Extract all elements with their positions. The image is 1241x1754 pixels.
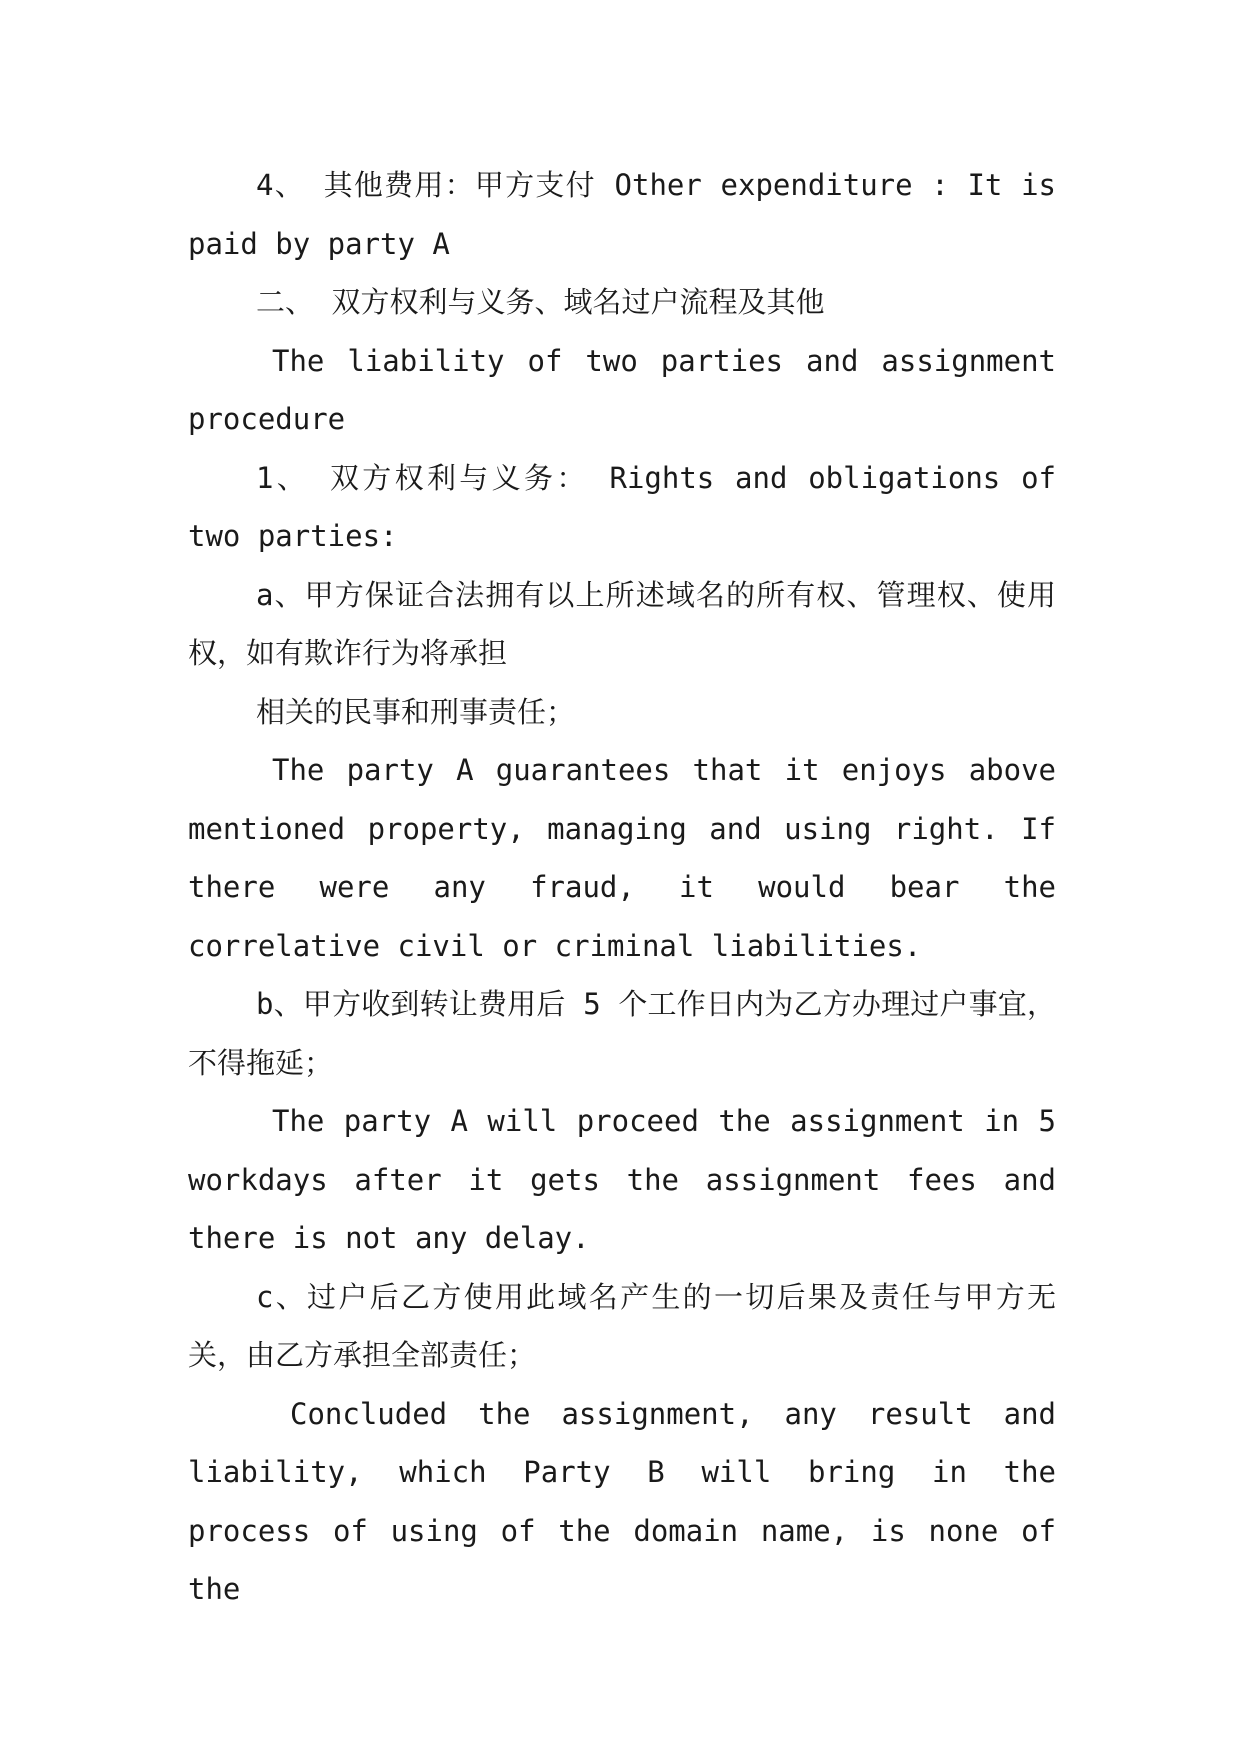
paragraph-c-english: Concluded the assignment, any result and liability, which Party B will bring in the process of using of the domain name, is none of the [188, 1396, 1056, 1606]
section-heading-english: The liability of two parties and assignment procedure [188, 343, 1056, 436]
paragraph-a-english: The party A guarantees that it enjoys above mentioned property, managing and using right. If there were any fraud, it would bear the correlative civil or criminal liabilities. [188, 753, 1056, 963]
paragraph-b-english: The party A will proceed the assignment in 5 workdays after it gets the assignment fees and there is not any delay. [188, 1104, 1056, 1255]
document-body [188, 156, 1056, 1619]
paragraph-a-chinese-continued: 相关的民事和刑事责任； [256, 694, 576, 729]
section-heading-rights-obligations: 二、 双方权利与义务、域名过户流程及其他 [256, 285, 825, 319]
paragraph-b-chinese: b、甲方收到转让费用后 5 个工作日内为乙方办理过户事宜，不得拖延； [188, 987, 1056, 1080]
paragraph-rights-obligations-title: 1、 双方权利与义务： Rights and obligations of two parties: [188, 460, 1056, 553]
paragraph-c-chinese: c、过户后乙方使用此域名产生的一切后果及责任与甲方无关，由乙方承担全部责任； [188, 1279, 1056, 1372]
paragraph-a-chinese: a、甲方保证合法拥有以上所述域名的所有权、管理权、使用权，如有欺诈行为将承担 [188, 577, 1056, 670]
paragraph-other-expenditure: 4、 其他费用：甲方支付 Other expenditure : It is paid by party A [188, 168, 1056, 261]
